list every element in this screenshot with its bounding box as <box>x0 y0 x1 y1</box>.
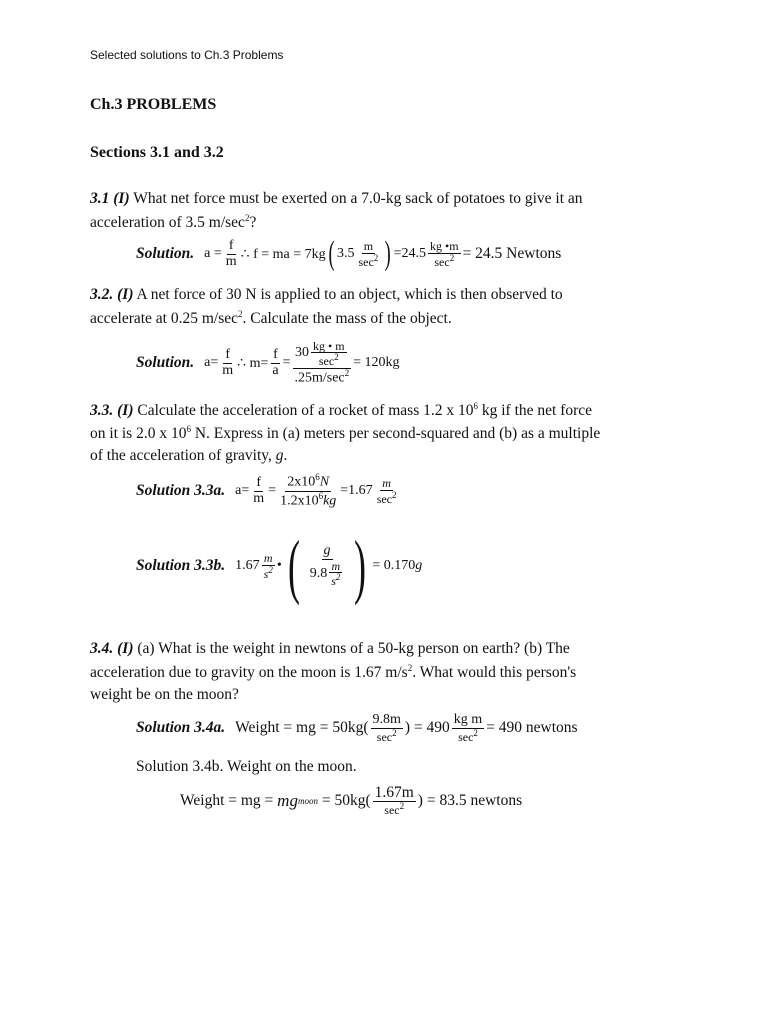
problem-3-1-line1: 3.1 (I) What net force must be exerted on a 7.0-kg sack of potatoes to give it an <box>90 190 583 207</box>
running-header: Selected solutions to Ch.3 Problems <box>90 48 284 62</box>
solution-label: Solution. <box>136 354 195 371</box>
solution-label: Solution 3.3b. <box>136 557 226 574</box>
problem-number: 3.1 (I) <box>90 190 130 207</box>
solution-3-4b-label: Solution 3.4b. Weight on the moon. <box>136 758 357 775</box>
problem-3-4-line3: weight be on the moon? <box>90 686 239 703</box>
section-heading: Sections 3.1 and 3.2 <box>90 144 224 161</box>
page-title: Ch.3 PROBLEMS <box>90 96 217 113</box>
solution-label: Solution 3.4a. <box>136 719 226 736</box>
problem-3-3-line1: 3.3. (I) Calculate the acceleration of a rocket of mass 1.2 x $10^6$ kg if the net force <box>90 401 593 420</box>
problem-3-2-line2: accelerate at 0.25 $m/\sec^2$. Calculate the mass of the object. <box>90 309 452 328</box>
solution-label: Solution 3.3a. <box>136 482 226 499</box>
problem-3-1-line2: acceleration of 3.5 $m/\sec^2$? <box>90 213 257 232</box>
problem-3-3-line3: of the acceleration of gravity, g. <box>90 447 288 464</box>
solution-3-3b-equation: Solution 3.3b. 1.67 $\frac{m}{s^2}$ • ( g 9.8 $\frac{m}{s^2}$ ) = 0.170 g <box>136 526 423 606</box>
solution-3-4a-equation: Solution 3.4a. Weight = mg = 50kg( $\frac{9.8m}{\sec^2}$ ) = 490 $\frac{\text{kg m}}{\sec^2}$ = 490 newtons <box>136 711 578 744</box>
solution-3-1-equation: Solution. a = $\frac{f}{m}$ ∴ f = ma = 7kg ( 3.5 $\frac{m}{\sec^2}$ ) =24.5 $\frac{kg •m}{\sec^2}$ = 24.5 Newtons <box>136 235 562 272</box>
problem-3-4-line2: acceleration due to gravity on the moon is 1.67 $m/s^2$. What would this person's <box>90 663 577 682</box>
solution-3-2-equation: Solution. a= $\frac{f}{m}$ ∴ m= $\frac{f}{a}$ = 30 $\frac{kg • m}{\sec^2}$ $.25m/\sec^2$ = 120kg <box>136 338 400 386</box>
solution-3-3a-equation: Solution 3.3a. a= $\frac{f}{m}$ = $\frac{2x10^6N}{1.2x10^6kg}$ =1.67 $\frac{m}{\sec^2}$ <box>136 472 397 509</box>
solution-3-4b-equation: Weight = mg = mg moon = 50kg( $\frac{1.67m}{\sec^2}$ ) = 83.5 newtons <box>180 784 523 818</box>
solution-label: Solution. <box>136 245 195 262</box>
problem-3-2-line1: 3.2. (I) A net force of 30 N is applied to an object, which is then observed to <box>90 286 563 303</box>
problem-3-3-line2: on it is 2.0 x $10^6$ N. Express in (a) meters per second-squared and (b) as a multiple <box>90 424 601 443</box>
problem-3-4-line1: 3.4. (I) (a) What is the weight in newtons of a 50-kg person on earth? (b) The <box>90 640 570 657</box>
